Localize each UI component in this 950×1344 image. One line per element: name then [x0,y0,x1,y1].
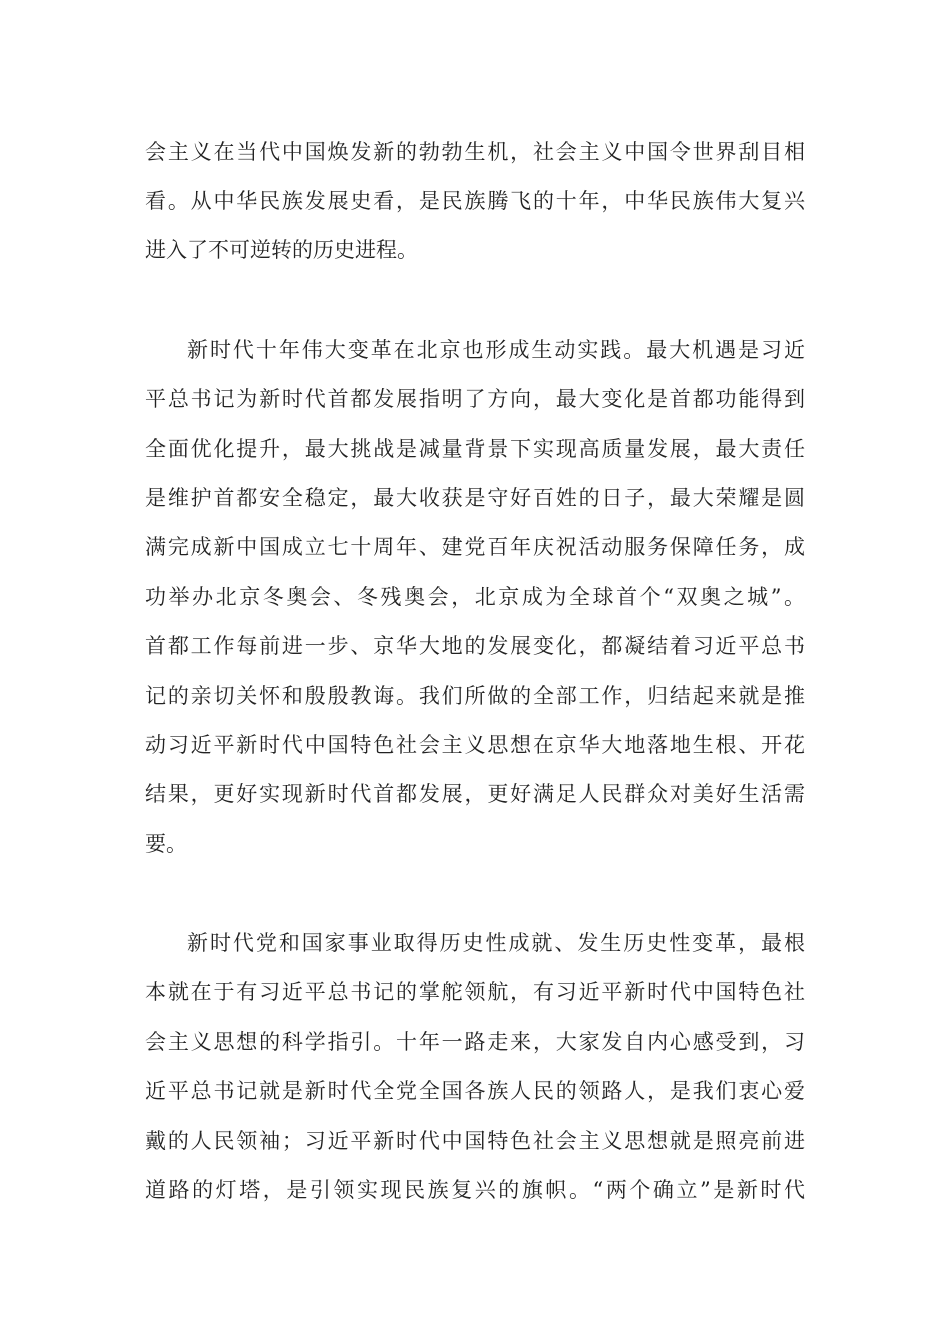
text-line: 平总书记为新时代首都发展指明了方向，最大变化是首都功能得到 [145,387,805,411]
text-line: 新时代十年伟大变革在北京也形成生动实践。最大机遇是习近 [187,338,805,362]
text-line: 会主义思想的科学指引。十年一路走来，大家发自内心感受到，习 [145,1030,805,1054]
text-line: 动习近平新时代中国特色社会主义思想在京华大地落地生根、开花 [145,733,805,757]
text-line: 戴的人民领袖；习近平新时代中国特色社会主义思想就是照亮前进 [145,1129,805,1153]
text-line: 是维护首都安全稳定，最大收获是守好百姓的日子，最大荣耀是圆 [145,486,805,510]
text-line: 会主义在当代中国焕发新的勃勃生机，社会主义中国令世界刮目相 [145,140,805,164]
text-line: 结果，更好实现新时代首都发展，更好满足人民群众对美好生活需 [145,782,805,806]
text-line: 全面优化提升，最大挑战是减量背景下实现高质量发展，最大责任 [145,437,805,461]
text-line: 功举办北京冬奥会、冬残奥会，北京成为全球首个“双奥之城”。 [145,585,805,609]
text-line: 首都工作每前进一步、京华大地的发展变化，都凝结着习近平总书 [145,634,805,658]
text-line: 看。从中华民族发展史看，是民族腾飞的十年，中华民族伟大复兴 [145,189,805,213]
text-line: 近平总书记就是新时代全党全国各族人民的领路人，是我们衷心爱 [145,1079,805,1103]
text-line: 记的亲切关怀和殷殷教诲。我们所做的全部工作，归结起来就是推 [145,684,805,708]
text-line: 要。 [145,832,187,856]
text-line: 进入了不可逆转的历史进程。 [145,238,418,262]
text-line: 本就在于有习近平总书记的掌舵领航，有习近平新时代中国特色社 [145,980,805,1004]
text-line: 满完成新中国成立七十周年、建党百年庆祝活动服务保障任务，成 [145,535,805,559]
text-line: 道路的灯塔，是引领实现民族复兴的旗帜。“两个确立”是新时代 [145,1178,805,1202]
text-line: 新时代党和国家事业取得历史性成就、发生历史性变革，最根 [187,931,805,955]
